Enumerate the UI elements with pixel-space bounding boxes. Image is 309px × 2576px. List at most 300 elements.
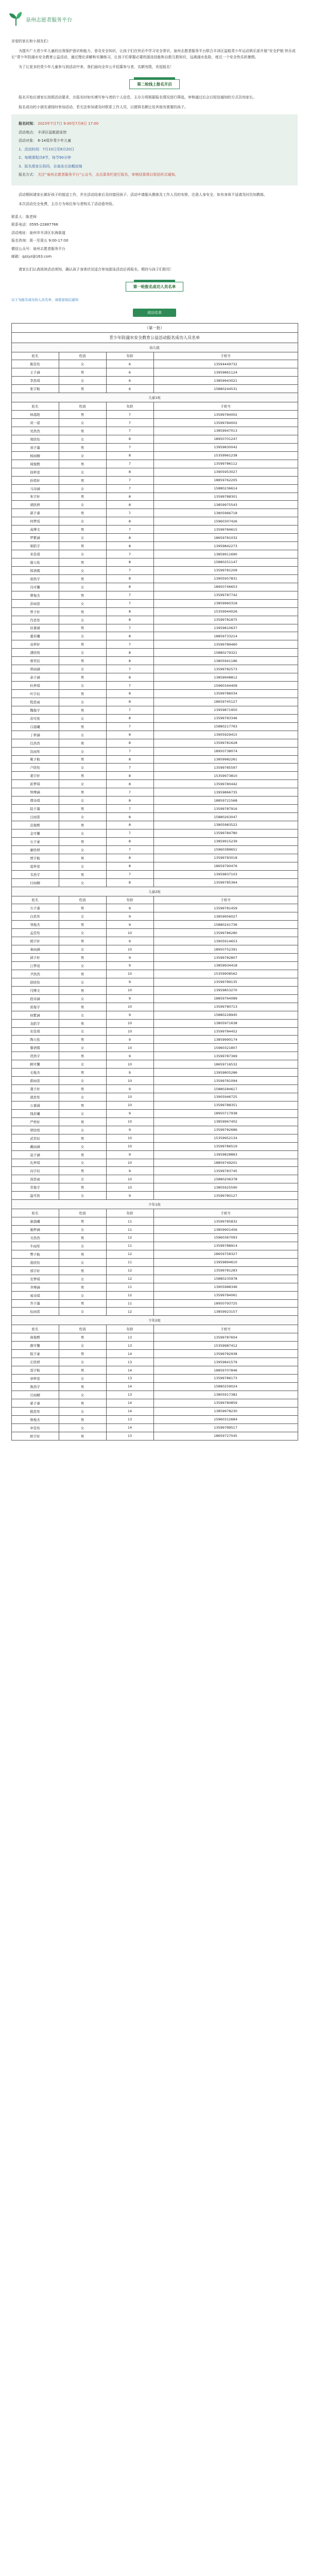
name-cell: 徐梓萱 (11, 468, 59, 476)
phone-cell: 18659758327 (153, 1250, 298, 1258)
table-row (11, 970, 298, 978)
phone-cell: 13599787742 (153, 591, 298, 599)
gender-cell: 男 (59, 739, 106, 747)
phone-cell: 13805983522 (153, 821, 298, 829)
phone-cell: 13599781459 (153, 904, 298, 912)
name-cell: 龙皓宇 (11, 1019, 59, 1027)
gender-cell: 女 (59, 1342, 106, 1350)
table-row (11, 526, 298, 534)
age-cell: 7 (106, 624, 153, 632)
gender-cell: 女 (59, 929, 106, 937)
age-cell: 7 (106, 566, 153, 574)
table-row (11, 1291, 298, 1299)
name-header: 姓名 (11, 352, 59, 360)
age-cell: 12 (106, 1266, 153, 1275)
gender-cell: 男 (59, 821, 106, 829)
table-row (11, 550, 298, 558)
phone-cell: 15880279321 (153, 649, 298, 657)
name-cell: 金可馨 (11, 829, 59, 837)
table-row (11, 1093, 298, 1101)
table-row (11, 739, 298, 747)
name-cell: 葛欣怡 (11, 1258, 59, 1266)
age-cell: 9 (106, 1085, 153, 1093)
gender-cell: 男 (59, 476, 106, 484)
age-cell: 8 (106, 698, 153, 706)
name-cell: 郑欣怡 (11, 435, 59, 443)
gender-cell: 男 (59, 1183, 106, 1192)
table-row (11, 1366, 298, 1375)
gender-cell: 男 (59, 1382, 106, 1391)
table-row (11, 1375, 298, 1383)
age-cell: 10 (106, 929, 153, 937)
gender-cell: 女 (59, 1308, 106, 1316)
table-row (11, 1142, 298, 1150)
table-row (11, 360, 298, 368)
table-row (11, 1250, 298, 1258)
gender-cell: 男 (59, 1366, 106, 1375)
table-row (11, 796, 298, 805)
age-cell: 10 (106, 945, 153, 954)
name-cell: 宋佳琪 (11, 550, 59, 558)
phone-cell: 13599785364 (153, 878, 298, 887)
gender-cell: 女 (59, 1423, 106, 1432)
table-row (11, 640, 298, 649)
gender-cell: 女 (59, 616, 106, 624)
name-cell: 闫博文 (11, 986, 59, 994)
name-cell: 曹俊杰 (11, 591, 59, 599)
name-cell: 易诗琪 (11, 1291, 59, 1299)
gender-cell: 女 (59, 517, 106, 526)
gender-cell: 男 (59, 673, 106, 682)
contact-block (11, 214, 298, 260)
name-cell: 任浩然 (11, 739, 59, 747)
age-header: 年龄 (106, 402, 153, 411)
gender-cell: 女 (59, 1358, 106, 1366)
phone-cell: 15880259024 (153, 1382, 298, 1391)
age-cell: 7 (106, 526, 153, 534)
phone-cell: 13599784780 (153, 829, 298, 837)
age-cell: 8 (106, 739, 153, 747)
table-row (11, 501, 298, 509)
name-cell: 孔梓琪 (11, 1159, 59, 1167)
section-banner (124, 77, 185, 89)
name-cell: 钟博涵 (11, 788, 59, 796)
name-cell: 周俊熙 (11, 460, 59, 468)
age-cell: 10 (106, 1159, 153, 1167)
name-cell: 石子豪 (11, 837, 59, 845)
table-row (11, 772, 298, 780)
age-cell: 8 (106, 607, 153, 616)
gender-cell: 女 (59, 912, 106, 921)
site-title: 泉州志愿者服务平台 (26, 17, 72, 23)
age-cell: 10 (106, 1175, 153, 1183)
phone-header: 手机号 (153, 1325, 298, 1333)
contact-line: 微信公众号：泉州志愿者服务平台 (11, 246, 65, 251)
name-cell: 向宇辰 (11, 1167, 59, 1175)
age-cell: 11 (106, 1217, 153, 1226)
age-cell: 14 (106, 1350, 153, 1358)
table-row (11, 731, 298, 739)
phone-cell: 15880241736 (153, 921, 298, 929)
name-cell: 姜宇轩 (11, 772, 59, 780)
phone-cell: 13599781094 (153, 1077, 298, 1085)
age-cell: 6 (106, 377, 153, 385)
phone-cell: 13599784002 (153, 419, 298, 427)
signup-method (19, 172, 290, 178)
name-cell: 邱子轩 (11, 954, 59, 962)
age-cell: 12 (106, 1250, 153, 1258)
phone-cell: 13805917382 (153, 1391, 298, 1399)
table-row (11, 706, 298, 714)
age-cell: 12 (106, 1234, 153, 1242)
phone-cell: 18950701247 (153, 435, 298, 443)
name-cell: 郝雨萱 (11, 1077, 59, 1085)
age-cell: 10 (106, 1019, 153, 1027)
phone-cell: 13599785597 (153, 764, 298, 772)
name-cell: 叶宇辰 (11, 690, 59, 698)
phone-cell: 13599788301 (153, 493, 298, 501)
gender-cell: 男 (59, 427, 106, 435)
table-row (11, 870, 298, 878)
table-row (11, 1183, 298, 1192)
table-row (11, 1266, 298, 1275)
gender-cell: 女 (59, 1275, 106, 1283)
phone-cell: 13599789135 (153, 978, 298, 986)
phone-cell: 13959828863 (153, 1150, 298, 1159)
success-list-table (11, 323, 298, 1440)
gender-cell: 男 (59, 368, 106, 377)
age-cell: 7 (106, 476, 153, 484)
table-row (11, 813, 298, 821)
phone-cell: 13599789460 (153, 640, 298, 649)
age-cell: 13 (106, 1391, 153, 1399)
table-row (11, 994, 298, 1003)
table-row (11, 1159, 298, 1167)
activity-target-label: 活动对象： (19, 139, 37, 143)
age-cell: 6 (106, 385, 153, 393)
name-cell: 张宇航 (11, 385, 59, 393)
name-cell: 吴浩然 (11, 427, 59, 435)
gender-cell: 男 (59, 574, 106, 583)
gender-cell: 女 (59, 994, 106, 1003)
table-row (11, 1415, 298, 1423)
phone-cell: 15359987412 (153, 1342, 298, 1350)
phone-cell: 18859721568 (153, 796, 298, 805)
age-cell: 12 (106, 1275, 153, 1283)
age-cell: 11 (106, 1242, 153, 1250)
phone-cell: 13905953027 (153, 468, 298, 476)
phone-cell: 13959837103 (153, 870, 298, 878)
name-cell: 邵思彤 (11, 1093, 59, 1101)
phone-cell: 13859911690 (153, 550, 298, 558)
name-cell: 温可欣 (11, 1192, 59, 1200)
gender-cell: 男 (59, 526, 106, 534)
table-row (11, 607, 298, 616)
name-cell: 江梦瑶 (11, 962, 59, 970)
age-cell: 9 (106, 1126, 153, 1134)
age-cell: 9 (106, 978, 153, 986)
table-row (11, 945, 298, 954)
gender-cell: 女 (59, 1192, 106, 1200)
table-row (11, 1234, 298, 1242)
gender-cell: 女 (59, 1375, 106, 1383)
phone-cell: 15960321807 (153, 1044, 298, 1052)
phone-cell: 18659727045 (153, 1432, 298, 1440)
phone-cell: 13599780859 (153, 1399, 298, 1407)
gender-cell: 男 (59, 493, 106, 501)
gender-cell: 女 (59, 377, 106, 385)
age-cell: 8 (106, 854, 153, 862)
age-cell: 7 (106, 427, 153, 435)
age-cell: 6 (106, 368, 153, 377)
gender-cell: 女 (59, 845, 106, 854)
gender-cell: 男 (59, 1299, 106, 1308)
table-row (11, 962, 298, 970)
gender-cell: 女 (59, 862, 106, 870)
table-row (11, 443, 298, 451)
table-row (11, 1101, 298, 1109)
age-header: 年龄 (106, 896, 153, 904)
table-row (11, 978, 298, 986)
gender-cell: 女 (59, 1044, 106, 1052)
table-row (11, 1333, 298, 1342)
table-row (11, 1060, 298, 1069)
contact-line: 联系人：陈老师 (11, 214, 37, 219)
age-cell: 9 (106, 904, 153, 912)
phone-cell: 13599789517 (153, 1423, 298, 1432)
gender-cell: 女 (59, 1060, 106, 1069)
table-row (11, 912, 298, 921)
phone-cell: 13599782807 (153, 954, 298, 962)
name-cell: 岳雨桐 (11, 1391, 59, 1399)
gender-cell: 男 (59, 904, 106, 912)
gender-cell: 男 (59, 921, 106, 929)
phone-cell: 13959842273 (153, 542, 298, 550)
table-row (11, 517, 298, 526)
phone-cell: 13959841579 (153, 1358, 298, 1366)
gender-cell: 女 (59, 1126, 106, 1134)
phone-cell: 13959810637 (153, 624, 298, 632)
age-cell: 7 (106, 682, 153, 690)
body-paragraph: 报名成功的小朋友请按时参加活动，若无法参加请及时联系工作人员，以便将名额让给其他有需要的孩子。 (19, 105, 188, 109)
gender-cell: 男 (59, 805, 106, 813)
table-main-title: 青少年防溺水安全教育公益活动报名成功人员名单 (11, 332, 298, 343)
name-header: 姓名 (11, 896, 59, 904)
name-cell: 丁梓涵 (11, 731, 59, 739)
phone-cell: 13599788351 (153, 1101, 298, 1109)
phone-cell: 13959866735 (153, 788, 298, 796)
phone-cell: 18859749201 (153, 1159, 298, 1167)
contact-line: 活动地址：泉州市丰泽区东海街道 (11, 230, 65, 235)
table-row (11, 862, 298, 870)
table-row (11, 1358, 298, 1366)
name-header: 姓名 (11, 402, 59, 411)
column-header-row (11, 352, 298, 360)
gender-cell: 女 (59, 1242, 106, 1250)
name-cell: 黄一诺 (11, 419, 59, 427)
name-cell: 毛俊杰 (11, 1069, 59, 1077)
gender-cell: 女 (59, 451, 106, 460)
gender-cell: 女 (59, 698, 106, 706)
phone-cell: 18950752391 (153, 945, 298, 954)
name-cell: 薛欣怡 (11, 978, 59, 986)
name-cell: 安梦琪 (11, 1275, 59, 1283)
phone-cell: 18950738074 (153, 747, 298, 755)
gender-cell: 女 (59, 682, 106, 690)
gender-cell: 女 (59, 714, 106, 722)
age-header: 年龄 (106, 1209, 153, 1217)
age-cell: 10 (106, 1003, 153, 1011)
table-row (11, 1036, 298, 1044)
table-row (11, 493, 298, 501)
table-row (11, 657, 298, 665)
age-cell: 13 (106, 1415, 153, 1423)
table-row (11, 1423, 298, 1432)
name-cell: 翟子睿 (11, 1399, 59, 1407)
age-cell: 10 (106, 1044, 153, 1052)
phone-cell: 13599782686 (153, 1126, 298, 1134)
age-cell: 8 (106, 493, 153, 501)
table-row (11, 1003, 298, 1011)
age-cell: 9 (106, 1011, 153, 1019)
phone-cell: 18859733214 (153, 632, 298, 640)
gender-header: 性别 (59, 402, 106, 411)
phone-cell: 13905914653 (153, 937, 298, 945)
phone-cell: 13859901456 (153, 1226, 298, 1234)
section-title: 第二轮线上报名开启 (129, 79, 180, 89)
gender-cell: 男 (59, 755, 106, 764)
table-row (11, 1226, 298, 1234)
name-cell: 蔡奕辰 (11, 657, 59, 665)
age-cell: 7 (106, 805, 153, 813)
age-cell: 8 (106, 534, 153, 542)
table-row (11, 845, 298, 854)
phone-cell: 13805925590 (153, 1183, 298, 1192)
name-cell: 杜梓琪 (11, 682, 59, 690)
contact-line: 邮箱：qzzyz@163.com (11, 255, 52, 259)
gender-cell: 女 (59, 484, 106, 493)
age-cell: 13 (106, 1432, 153, 1440)
table-row (11, 1011, 298, 1019)
table-row (11, 829, 298, 837)
age-cell: 7 (106, 870, 153, 878)
name-cell: 陈佳怡 (11, 360, 59, 368)
age-cell: 14 (106, 1423, 153, 1432)
name-cell: 聂宇航 (11, 1366, 59, 1375)
name-cell: 夏梓萱 (11, 862, 59, 870)
phone-cell: 13859960318 (153, 599, 298, 607)
name-cell: 顾可馨 (11, 1060, 59, 1069)
age-cell: 7 (106, 460, 153, 468)
table-row (11, 509, 298, 517)
phone-cell: 13599781209 (153, 566, 298, 574)
gender-cell: 女 (59, 632, 106, 640)
age-cell: 14 (106, 1366, 153, 1375)
phone-cell: 13805941186 (153, 657, 298, 665)
group-header-row (11, 343, 298, 352)
age-cell: 6 (106, 360, 153, 368)
phone-cell: 18859707846 (153, 1366, 298, 1375)
name-cell: 范俊熙 (11, 821, 59, 829)
greeting: 亲爱的家长和小朋友们： (11, 39, 51, 43)
age-cell: 9 (106, 912, 153, 921)
phone-cell: 15880236614 (153, 484, 298, 493)
table-row (11, 1126, 298, 1134)
column-header-row (11, 896, 298, 904)
table-title: （第一批） (11, 323, 298, 332)
gender-cell: 男 (59, 854, 106, 862)
age-cell: 7 (106, 665, 153, 673)
intro-paragraph: 为提升广大青少年儿童的自我保护意识和能力，普及安全知识，让孩子们在快乐中学习安全常识，泉州志愿者服务平台联合丰泽区溢航青少年运动俱乐部开展“安全护航·快乐成长”青少年防溺水安全教育公益活动，通过理论讲解和实操练习，让孩子们掌握必要的游泳技能和自救互救知识，远离溺水危险，度过一个安全快乐的暑假。 (11, 48, 296, 59)
table-row (11, 1217, 298, 1226)
age-cell: 9 (106, 954, 153, 962)
phone-cell: 13599783018 (153, 854, 298, 862)
phone-cell: 18859764089 (153, 994, 298, 1003)
name-cell: 秦雨涵 (11, 945, 59, 954)
name-cell: 高博文 (11, 526, 59, 534)
gender-cell: 女 (59, 1175, 106, 1183)
name-cell: 林晨阳 (11, 411, 59, 419)
gender-cell: 男 (59, 1266, 106, 1275)
age-cell: 10 (106, 1101, 153, 1109)
column-header-row (11, 1325, 298, 1333)
phone-cell: 13599785832 (153, 1217, 298, 1226)
closing-paragraph: 请家长们认真阅读活动须知，确认孩子身体状况适合参加游泳活动后再报名。期待与孩子们相见！ (19, 267, 174, 272)
phone-cell: 13959894610 (153, 1258, 298, 1266)
contact-line: 报名咨询：周一至周五 9:00-17:00 (11, 239, 68, 243)
name-cell: 卢欣怡 (11, 764, 59, 772)
name-cell: 龚子轩 (11, 1085, 59, 1093)
gender-cell: 男 (59, 1333, 106, 1342)
gender-cell: 女 (59, 1077, 106, 1085)
table-row (11, 1134, 298, 1142)
phone-cell: 15880228945 (153, 1011, 298, 1019)
age-cell: 11 (106, 1226, 153, 1234)
table-row (11, 1167, 298, 1175)
gender-cell: 男 (59, 624, 106, 632)
age-header: 年龄 (106, 352, 153, 360)
phone-header: 手机号 (153, 402, 298, 411)
gender-cell: 男 (59, 657, 106, 665)
phone-cell: 13599787604 (153, 1333, 298, 1342)
phone-cell: 13859915239 (153, 837, 298, 845)
age-cell: 10 (106, 1117, 153, 1126)
name-cell: 谭诗琪 (11, 796, 59, 805)
age-cell: 8 (106, 780, 153, 788)
name-cell: 魏俊宇 (11, 706, 59, 714)
table-row (11, 583, 298, 591)
gender-cell: 男 (59, 1150, 106, 1159)
group-name: 少年1班 (11, 1200, 298, 1209)
name-cell: 潘欣悦 (11, 649, 59, 657)
age-cell: 8 (106, 649, 153, 657)
phone-cell: 13599782573 (153, 665, 298, 673)
phone-cell: 13599786173 (153, 1375, 298, 1383)
age-cell: 10 (106, 1060, 153, 1069)
name-cell: 郭子睿 (11, 509, 59, 517)
gender-cell: 男 (59, 1134, 106, 1142)
gender-cell: 男 (59, 1167, 106, 1175)
name-cell: 熊宇轩 (11, 937, 59, 945)
table-row (11, 419, 298, 427)
article (0, 38, 309, 317)
group-header-row (11, 887, 298, 896)
table-row (11, 1109, 298, 1117)
age-cell: 8 (106, 837, 153, 845)
success-list-button[interactable]: 成功名单 (133, 309, 176, 317)
phone-cell: 13599784615 (153, 526, 298, 534)
group-name: 少年2班 (11, 1316, 298, 1325)
